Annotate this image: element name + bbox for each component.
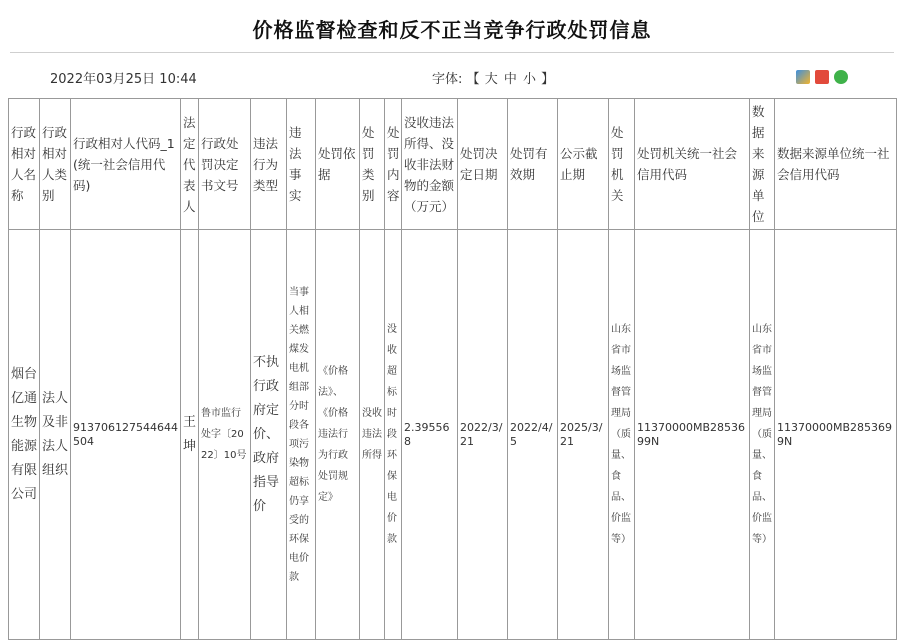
cell-source: 山东省市场监督管理局（质量、食品、价监等） [750,230,775,640]
page-title: 价格监督检查和反不正当竞争行政处罚信息 [252,18,652,42]
header-cell: 数据来源单位 [750,99,775,230]
cell-basis: 《价格法》、《价格违法行为行政处罚规定》 [316,230,360,640]
font-large-link[interactable]: 大 [484,72,498,87]
header-cell: 处罚类别 [360,99,385,230]
table-row [9,230,897,640]
header-cell: 行政相对人类别 [40,99,71,230]
cell-authority-code: 11370000MB2853699N [635,230,750,640]
font-medium-link[interactable]: 中 [503,72,517,87]
cell-amount: 2.395568 [402,230,458,640]
header-cell: 行政相对人名称 [9,99,40,230]
cell-penalty-type: 没收违法所得 [360,230,385,640]
publish-date: 2022年03月25日 10:44 [50,72,197,87]
cell-decision-date: 2022/3/21 [458,230,508,640]
header-cell: 处罚机关 [609,99,635,230]
cell-name: 烟台亿通生物能源有限公司 [9,230,40,640]
font-size-label: 字体: [432,72,463,87]
cell-legal-rep: 王坤 [181,230,199,640]
header-cell: 处罚机关统一社会信用代码 [635,99,750,230]
font-size-selector [432,68,554,87]
cell-publish-until: 2025/3/21 [558,230,609,640]
header-cell: 处罚有效期 [508,99,558,230]
cell-violation-type: 不执行政府定价、政府指导价 [251,230,287,640]
header-cell: 数据来源单位统一社会信用代码 [775,99,897,230]
cell-decision-no: 鲁市监行处字〔2022〕10号 [199,230,251,640]
header-cell: 处罚依据 [316,99,360,230]
cell-penalty-content: 没收超标时段环保电价款 [385,230,402,640]
cell-source-code: 11370000MB2853699N [775,230,897,640]
header-cell: 行政相对人代码_1(统一社会信用代码) [71,99,181,230]
cell-facts: 当事人相关燃煤发电机组部分时段各项污染物超标仍享受的环保电价款 [287,230,316,640]
penalty-table [8,98,897,640]
title-divider [10,52,894,53]
bracket-close: 】 [541,72,555,87]
weibo-share-icon[interactable] [815,70,829,84]
header-cell: 公示截止期 [558,99,609,230]
font-small-link[interactable]: 小 [523,72,537,87]
bracket-open: 【 [466,72,480,87]
header-cell: 处罚内容 [385,99,402,230]
cell-valid-until: 2022/4/5 [508,230,558,640]
header-cell: 行政处罚决定书文号 [199,99,251,230]
cell-category: 法人及非法人组织 [40,230,71,640]
header-cell: 处罚决定日期 [458,99,508,230]
header-cell: 违法行为类型 [251,99,287,230]
cell-credit-code: 913706127544644504 [71,230,181,640]
cell-authority: 山东省市场监督管理局（质量、食品、价监等） [609,230,635,640]
share-bar [796,70,848,84]
header-cell: 违法事实 [287,99,316,230]
wechat-share-icon[interactable] [834,70,848,84]
header-cell: 法定代表人 [181,99,199,230]
table-header-row [9,99,897,230]
qzone-share-icon[interactable] [796,70,810,84]
header-cell: 没收违法所得、没收非法财物的金额（万元） [402,99,458,230]
